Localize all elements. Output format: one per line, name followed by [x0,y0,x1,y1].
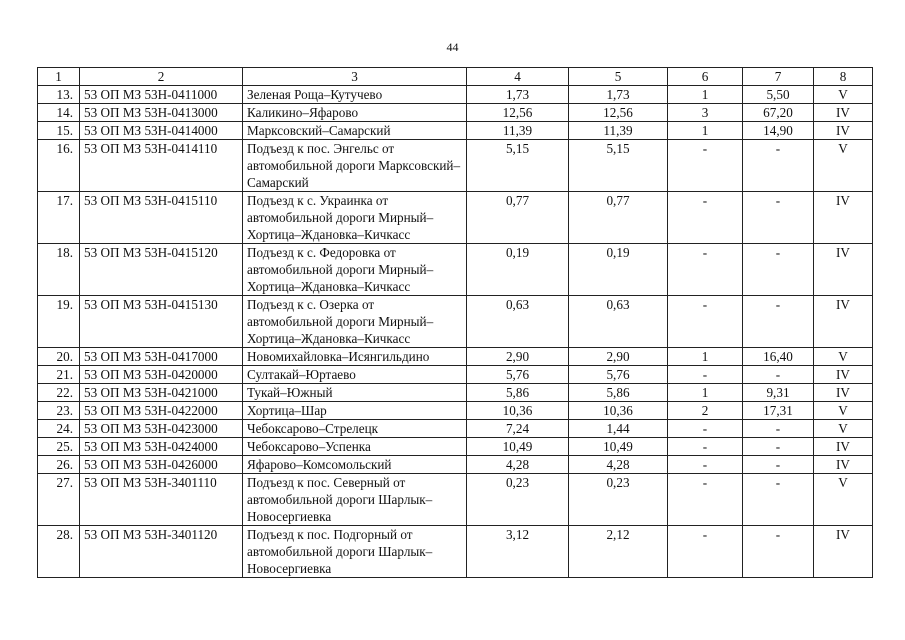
column-header: 4 [467,68,569,86]
road-name-cell: Каликино–Яфарово [243,104,467,122]
road-id-cell: 53 ОП МЗ 53Н-0414000 [80,122,243,140]
col5-cell: 1,73 [569,86,668,104]
column-header: 8 [814,68,873,86]
road-name-cell: Подъезд к с. Украинка от автомобильной дороги Мирный–Хортица–Ждановка–Кичкасс [243,192,467,244]
col5-cell: 2,90 [569,348,668,366]
table-row [38,438,873,456]
table-row [38,86,873,104]
category-cell: IV [814,122,873,140]
col4-cell: 0,23 [467,474,569,526]
col5-cell: 5,15 [569,140,668,192]
col4-cell: 10,36 [467,402,569,420]
row-number-cell: 24. [38,420,80,438]
column-header: 1 [38,68,80,86]
col5-cell: 0,23 [569,474,668,526]
category-cell: V [814,402,873,420]
page-number: 44 [446,40,459,54]
table-row [38,104,873,122]
road-id-cell: 53 ОП МЗ 53Н-0411000 [80,86,243,104]
table-row [38,420,873,438]
road-id-cell: 53 ОП МЗ 53Н-0422000 [80,402,243,420]
col7-cell: - [743,456,814,474]
col7-cell: - [743,474,814,526]
road-name-cell: Зеленая Роща–Кутучево [243,86,467,104]
row-number-cell: 27. [38,474,80,526]
col6-cell: - [668,526,743,578]
table-row [38,192,873,244]
col7-cell: - [743,420,814,438]
col5-cell: 1,44 [569,420,668,438]
col6-cell: - [668,438,743,456]
col6-cell: - [668,366,743,384]
category-cell: V [814,420,873,438]
col6-cell: 2 [668,402,743,420]
col7-cell: 14,90 [743,122,814,140]
col7-cell: - [743,526,814,578]
table-row [38,296,873,348]
col6-cell: 1 [668,348,743,366]
col7-cell: - [743,192,814,244]
category-cell: IV [814,104,873,122]
category-cell: IV [814,366,873,384]
col7-cell: - [743,366,814,384]
col6-cell: 1 [668,384,743,402]
col5-cell: 12,56 [569,104,668,122]
table-header-row [38,68,873,86]
col5-cell: 5,86 [569,384,668,402]
col4-cell: 2,90 [467,348,569,366]
category-cell: V [814,348,873,366]
col6-cell: - [668,420,743,438]
column-header: 3 [243,68,467,86]
road-id-cell: 53 ОП МЗ 53Н-0423000 [80,420,243,438]
road-name-cell: Новомихайловка–Исянгильдино [243,348,467,366]
row-number-cell: 17. [38,192,80,244]
road-name-cell: Хортица–Шар [243,402,467,420]
road-id-cell: 53 ОП МЗ 53Н-0415110 [80,192,243,244]
col4-cell: 3,12 [467,526,569,578]
row-number-cell: 28. [38,526,80,578]
road-name-cell: Яфарово–Комсомольский [243,456,467,474]
road-name-cell: Подъезд к с. Федоровка от автомобильной дороги Мирный–Хортица–Ждановка–Кичкасс [243,244,467,296]
col5-cell: 0,77 [569,192,668,244]
road-name-cell: Подъезд к пос. Подгорный от автомобильной дороги Шарлык–Новосергиевка [243,526,467,578]
col4-cell: 0,77 [467,192,569,244]
col6-cell: - [668,192,743,244]
road-id-cell: 53 ОП МЗ 53Н-0413000 [80,104,243,122]
road-id-cell: 53 ОП МЗ 53Н-3401110 [80,474,243,526]
col7-cell: - [743,438,814,456]
row-number-cell: 23. [38,402,80,420]
col4-cell: 10,49 [467,438,569,456]
col4-cell: 11,39 [467,122,569,140]
road-id-cell: 53 ОП МЗ 53Н-0415120 [80,244,243,296]
row-number-cell: 21. [38,366,80,384]
road-name-cell: Султакай–Юртаево [243,366,467,384]
col7-cell: 16,40 [743,348,814,366]
col7-cell: - [743,140,814,192]
col4-cell: 0,19 [467,244,569,296]
column-header: 7 [743,68,814,86]
row-number-cell: 19. [38,296,80,348]
category-cell: V [814,474,873,526]
row-number-cell: 18. [38,244,80,296]
col4-cell: 5,76 [467,366,569,384]
row-number-cell: 15. [38,122,80,140]
road-name-cell: Подъезд к пос. Энгельс от автомобильной дороги Марксовский–Самарский [243,140,467,192]
col4-cell: 0,63 [467,296,569,348]
road-id-cell: 53 ОП МЗ 53Н-3401120 [80,526,243,578]
category-cell: IV [814,384,873,402]
col5-cell: 10,36 [569,402,668,420]
col4-cell: 1,73 [467,86,569,104]
category-cell: IV [814,526,873,578]
row-number-cell: 16. [38,140,80,192]
category-cell: V [814,86,873,104]
col4-cell: 7,24 [467,420,569,438]
row-number-cell: 22. [38,384,80,402]
category-cell: IV [814,244,873,296]
table-row [38,456,873,474]
road-name-cell: Тукай–Южный [243,384,467,402]
table-row [38,402,873,420]
row-number-cell: 13. [38,86,80,104]
col7-cell: 5,50 [743,86,814,104]
road-id-cell: 53 ОП МЗ 53Н-0420000 [80,366,243,384]
column-header: 5 [569,68,668,86]
col6-cell: - [668,296,743,348]
col5-cell: 10,49 [569,438,668,456]
col7-cell: 9,31 [743,384,814,402]
road-name-cell: Чебоксарово–Успенка [243,438,467,456]
road-id-cell: 53 ОП МЗ 53Н-0415130 [80,296,243,348]
road-id-cell: 53 ОП МЗ 53Н-0421000 [80,384,243,402]
row-number-cell: 25. [38,438,80,456]
col6-cell: 1 [668,86,743,104]
col5-cell: 5,76 [569,366,668,384]
road-name-cell: Подъезд к пос. Северный от автомобильной дороги Шарлык–Новосергиевка [243,474,467,526]
table-row [38,348,873,366]
col5-cell: 0,19 [569,244,668,296]
col4-cell: 12,56 [467,104,569,122]
col6-cell: - [668,140,743,192]
col5-cell: 4,28 [569,456,668,474]
category-cell: IV [814,192,873,244]
col4-cell: 5,86 [467,384,569,402]
category-cell: V [814,140,873,192]
col6-cell: - [668,456,743,474]
row-number-cell: 26. [38,456,80,474]
roads-table [37,67,873,578]
category-cell: IV [814,438,873,456]
road-id-cell: 53 ОП МЗ 53Н-0424000 [80,438,243,456]
col5-cell: 2,12 [569,526,668,578]
column-header: 2 [80,68,243,86]
column-header: 6 [668,68,743,86]
col7-cell: 17,31 [743,402,814,420]
road-name-cell: Подъезд к с. Озерка от автомобильной дороги Мирный–Хортица–Ждановка–Кичкасс [243,296,467,348]
col7-cell: 67,20 [743,104,814,122]
category-cell: IV [814,456,873,474]
col7-cell: - [743,244,814,296]
row-number-cell: 20. [38,348,80,366]
road-id-cell: 53 ОП МЗ 53Н-0414110 [80,140,243,192]
col6-cell: - [668,474,743,526]
col6-cell: 1 [668,122,743,140]
table-row [38,384,873,402]
col6-cell: 3 [668,104,743,122]
col4-cell: 5,15 [467,140,569,192]
col5-cell: 0,63 [569,296,668,348]
col4-cell: 4,28 [467,456,569,474]
table-row [38,366,873,384]
road-name-cell: Марксовский–Самарский [243,122,467,140]
table-row [38,474,873,526]
col7-cell: - [743,296,814,348]
category-cell: IV [814,296,873,348]
road-name-cell: Чебоксарово–Стрелецк [243,420,467,438]
row-number-cell: 14. [38,104,80,122]
col6-cell: - [668,244,743,296]
table-row [38,140,873,192]
table-body [38,68,873,578]
road-id-cell: 53 ОП МЗ 53Н-0426000 [80,456,243,474]
table-row [38,526,873,578]
col5-cell: 11,39 [569,122,668,140]
table-row [38,244,873,296]
table-row [38,122,873,140]
road-id-cell: 53 ОП МЗ 53Н-0417000 [80,348,243,366]
